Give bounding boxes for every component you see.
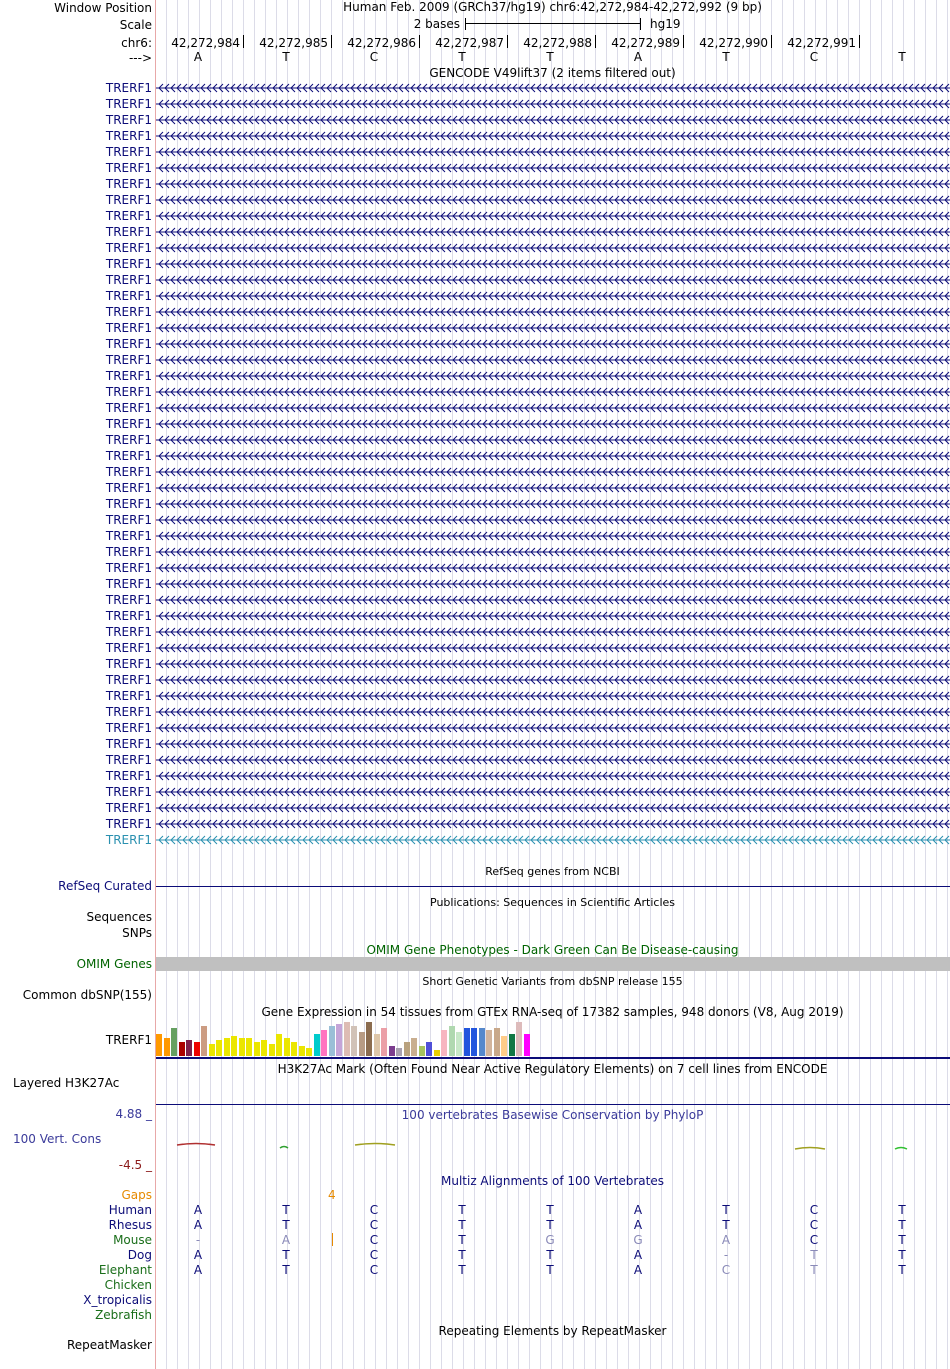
alignment-base: C [369, 1248, 379, 1262]
scale-bar [413, 17, 681, 31]
gencode-gene-label[interactable]: TRERF1 [105, 289, 152, 303]
gencode-transcript[interactable] [155, 210, 950, 222]
gencode-gene-label[interactable]: TRERF1 [105, 257, 152, 271]
species-label-rhesus[interactable]: Rhesus [108, 1218, 152, 1232]
alignment-base: - [195, 1233, 201, 1247]
dna-base: A [193, 50, 203, 64]
gtex-tissue-bar[interactable] [276, 1034, 282, 1056]
gtex-tissue-bar[interactable] [449, 1026, 455, 1056]
gencode-gene-label[interactable]: TRERF1 [105, 353, 152, 367]
refseq-track-title: RefSeq genes from NCBI [485, 865, 620, 878]
gencode-gene-label[interactable]: TRERF1 [105, 529, 152, 543]
gencode-transcript[interactable] [155, 738, 950, 750]
gencode-gene-label[interactable]: TRERF1 [105, 561, 152, 575]
strand-label: ---> [128, 51, 152, 65]
ruler-coordinate: 42,272,987 [435, 36, 504, 50]
gencode-gene-label[interactable]: TRERF1 [105, 385, 152, 399]
alignment-base: C [809, 1218, 819, 1232]
publications-track-title: Publications: Sequences in Scientific Articles [430, 896, 675, 909]
gencode-transcript[interactable] [155, 130, 950, 142]
gencode-gene-label[interactable]: TRERF1 [105, 577, 152, 591]
ruler-tick [771, 35, 772, 48]
gencode-transcript[interactable] [155, 642, 950, 654]
track-labels [0, 0, 155, 1369]
alignment-base: A [633, 1218, 643, 1232]
gencode-transcript[interactable] [155, 82, 950, 94]
alignment-base: T [282, 1248, 290, 1262]
ruler-tick [683, 35, 684, 48]
gtex-tissue-bar[interactable] [494, 1028, 500, 1056]
gencode-transcript[interactable] [155, 802, 950, 814]
gencode-gene-label[interactable]: TRERF1 [105, 593, 152, 607]
gtex-tissue-bar[interactable] [261, 1040, 267, 1056]
species-label-mouse[interactable]: Mouse [113, 1233, 152, 1247]
h3k27ac-label[interactable]: Layered H3K27Ac [13, 1076, 120, 1090]
gencode-gene-label[interactable]: TRERF1 [105, 689, 152, 703]
chrom-label: chr6: [121, 36, 152, 50]
alignment-base: T [282, 1203, 290, 1217]
gencode-gene-label[interactable]: TRERF1 [105, 737, 152, 751]
gencode-transcript[interactable] [155, 626, 950, 638]
gencode-transcript[interactable] [155, 274, 950, 286]
species-label-zebrafish[interactable]: Zebrafish [95, 1308, 152, 1322]
dbsnp-label[interactable]: Common dbSNP(155) [22, 988, 152, 1002]
alignment-base: T [546, 1203, 554, 1217]
gtex-tissue-bar[interactable] [471, 1028, 477, 1056]
dna-base: T [722, 50, 730, 64]
omim-label[interactable]: OMIM Genes [76, 957, 152, 971]
gencode-transcript[interactable] [155, 754, 950, 766]
gencode-transcript[interactable] [155, 674, 950, 686]
alignment-base: C [809, 1203, 819, 1217]
alignment-base: C [721, 1263, 731, 1277]
alignment-base: T [810, 1263, 818, 1277]
ruler-coordinate: 42,272,991 [787, 36, 856, 50]
gencode-transcript[interactable] [155, 594, 950, 606]
gtex-tissue-bar[interactable] [464, 1028, 470, 1056]
gtex-expression-bars[interactable] [155, 1020, 950, 1056]
phylop-min: -4.5 _ [118, 1158, 152, 1172]
alignment-base: G [545, 1233, 555, 1247]
ruler-coordinate: 42,272,985 [259, 36, 328, 50]
gencode-gene-label[interactable]: TRERF1 [105, 337, 152, 351]
ruler-tick [419, 35, 420, 48]
gtex-tissue-bar[interactable] [419, 1046, 425, 1056]
phylop-score-trace [280, 1147, 288, 1149]
gtex-tissue-bar[interactable] [179, 1042, 185, 1056]
alignment-base: A [193, 1203, 203, 1217]
ruler-tick [243, 35, 244, 48]
gtex-tissue-bar[interactable] [434, 1050, 440, 1056]
gtex-track-title: Gene Expression in 54 tissues from GTEx RNA-seq of 17382 samples, 948 donors (V8, Aug 2019) [261, 1005, 844, 1019]
publications-sequences-label[interactable]: Sequences [86, 910, 152, 924]
alignment-base: T [458, 1263, 466, 1277]
gencode-gene-label[interactable]: TRERF1 [105, 193, 152, 207]
gencode-transcript[interactable] [155, 162, 950, 174]
alignment-base: T [546, 1218, 554, 1232]
genome-browser-canvas[interactable] [155, 0, 950, 1369]
gencode-transcript[interactable] [155, 786, 950, 798]
alignment-base: A [633, 1248, 643, 1262]
gencode-transcript[interactable] [155, 514, 950, 526]
alignment-base: T [546, 1248, 554, 1262]
alignment-base: C [369, 1218, 379, 1232]
assembly-title: Human Feb. 2009 (GRCh37/hg19) chr6:42,272,984-42,272,992 (9 bp) [343, 0, 762, 14]
alignment-base: T [898, 1233, 906, 1247]
dna-base: T [282, 50, 290, 64]
gencode-transcript[interactable] [155, 402, 950, 414]
gencode-gene-label[interactable]: TRERF1 [105, 481, 152, 495]
dna-base: A [633, 50, 643, 64]
gencode-gene-label[interactable]: TRERF1 [105, 609, 152, 623]
gencode-transcript[interactable] [155, 482, 950, 494]
gencode-transcript[interactable] [155, 658, 950, 670]
gtex-tissue-bar[interactable] [231, 1036, 237, 1056]
gencode-gene-label[interactable]: TRERF1 [105, 545, 152, 559]
gtex-tissue-bar[interactable] [486, 1030, 492, 1056]
gencode-transcript[interactable] [155, 418, 950, 430]
gencode-transcript[interactable] [155, 290, 950, 302]
gencode-gene-label[interactable]: TRERF1 [105, 769, 152, 783]
gencode-gene-label[interactable]: TRERF1 [105, 401, 152, 415]
alignment-base: T [458, 1248, 466, 1262]
alignment-base: T [458, 1233, 466, 1247]
alignment-base: T [458, 1203, 466, 1217]
species-label-chicken[interactable]: Chicken [104, 1278, 152, 1292]
species-label-x_tropicalis[interactable]: X_tropicalis [83, 1293, 152, 1307]
alignment-base: C [369, 1263, 379, 1277]
gtex-tissue-bar[interactable] [209, 1044, 215, 1056]
gencode-transcript[interactable] [155, 690, 950, 702]
gencode-transcript[interactable] [155, 578, 950, 590]
phylop-score-trace [895, 1148, 907, 1150]
gtex-tissue-bar[interactable] [321, 1030, 327, 1056]
alignment-base: C [809, 1233, 819, 1247]
gencode-transcript[interactable] [155, 242, 950, 254]
phylop-max: 4.88 _ [115, 1107, 152, 1121]
h3k27ac-track-title: H3K27Ac Mark (Often Found Near Active Regulatory Elements) on 7 cell lines from ENCODE [277, 1062, 828, 1076]
dna-base: C [809, 50, 819, 64]
gencode-gene-label[interactable]: TRERF1 [105, 433, 152, 447]
dna-base: T [898, 50, 906, 64]
phylop-score-trace [355, 1144, 395, 1146]
alignment-base: T [458, 1218, 466, 1232]
gencode-transcript[interactable] [155, 98, 950, 110]
gencode-transcript[interactable] [155, 450, 950, 462]
alignment-base: G [633, 1233, 643, 1247]
gencode-transcript[interactable] [155, 322, 950, 334]
gencode-gene-label[interactable]: TRERF1 [105, 497, 152, 511]
phylop-label[interactable]: 100 Vert. Cons [13, 1132, 102, 1146]
gencode-gene-label[interactable]: TRERF1 [105, 753, 152, 767]
alignment-base: - [723, 1248, 729, 1262]
gtex-tissue-bar[interactable] [336, 1024, 342, 1056]
gtex-tissue-bar[interactable] [456, 1032, 462, 1056]
gencode-gene-label[interactable]: TRERF1 [105, 705, 152, 719]
gtex-tissue-bar[interactable] [366, 1022, 372, 1056]
gaps-label: Gaps [121, 1188, 152, 1202]
gtex-tissue-bar[interactable] [314, 1034, 320, 1056]
alignment-base: A [721, 1233, 731, 1247]
ruler-coordinate: 42,272,988 [523, 36, 592, 50]
dbsnp-track-title: Short Genetic Variants from dbSNP release 155 [422, 975, 683, 988]
gtex-tissue-bar[interactable] [239, 1038, 245, 1056]
gencode-transcript[interactable] [155, 386, 950, 398]
gtex-tissue-bar[interactable] [186, 1040, 192, 1056]
alignment-base: A [281, 1233, 291, 1247]
gencode-gene-label[interactable]: TRERF1 [105, 449, 152, 463]
gtex-tissue-bar[interactable] [404, 1042, 410, 1056]
scale-label: Scale [119, 18, 152, 32]
ruler-coordinate: 42,272,984 [171, 36, 240, 50]
alignment-base: A [633, 1203, 643, 1217]
gtex-tissue-bar[interactable] [156, 1034, 162, 1056]
gencode-transcript[interactable] [155, 466, 950, 478]
omim-track-title: OMIM Gene Phenotypes - Dark Green Can Be Disease-causing [366, 943, 739, 957]
ruler-coordinate: 42,272,989 [611, 36, 680, 50]
dna-base: T [546, 50, 554, 64]
gtex-tissue-bar[interactable] [284, 1038, 290, 1056]
phylop-track-title: 100 vertebrates Basewise Conservation by PhyloP [401, 1108, 704, 1122]
scale-text: 2 bases [413, 17, 460, 31]
publications-snps-label[interactable]: SNPs [122, 926, 152, 940]
gencode-gene-label[interactable]: TRERF1 [105, 641, 152, 655]
alignment-base: A [633, 1263, 643, 1277]
gtex-tissue-bar[interactable] [216, 1040, 222, 1056]
omim-phenotype-bar[interactable] [155, 957, 950, 971]
gencode-gene-label[interactable]: TRERF1 [105, 97, 152, 111]
phylop-score-trace [177, 1144, 215, 1146]
alignment-base: T [898, 1218, 906, 1232]
gencode-gene-label[interactable]: TRERF1 [105, 113, 152, 127]
gencode-transcript[interactable] [155, 178, 950, 190]
alignment-base: C [369, 1233, 379, 1247]
gencode-gene-label[interactable]: TRERF1 [105, 209, 152, 223]
gtex-tissue-bar[interactable] [344, 1022, 350, 1056]
gencode-gene-label[interactable]: TRERF1 [105, 177, 152, 191]
gencode-gene-label[interactable]: TRERF1 [105, 657, 152, 671]
ruler-coordinate: 42,272,990 [699, 36, 768, 50]
species-label-human[interactable]: Human [108, 1203, 152, 1217]
gencode-gene-label[interactable]: TRERF1 [105, 817, 152, 831]
refseq-gene-line[interactable] [155, 886, 950, 887]
gtex-tissue-bar[interactable] [441, 1030, 447, 1056]
gencode-gene-label[interactable]: TRERF1 [105, 785, 152, 799]
gtex-tissue-bar[interactable] [269, 1044, 275, 1056]
h3k27ac-baseline [155, 1104, 950, 1105]
gtex-tissue-bar[interactable] [201, 1026, 207, 1056]
gencode-gene-label[interactable]: TRERF1 [105, 369, 152, 383]
gencode-gene-label[interactable]: TRERF1 [105, 305, 152, 319]
gtex-tissue-bar[interactable] [171, 1028, 177, 1056]
gencode-transcript[interactable] [155, 146, 950, 158]
gtex-tissue-bar[interactable] [516, 1022, 522, 1056]
ruler-tick [331, 35, 332, 48]
gtex-tissue-bar[interactable] [501, 1036, 507, 1056]
gencode-gene-label[interactable]: TRERF1 [105, 145, 152, 159]
repeatmasker-label[interactable]: RepeatMasker [66, 1338, 152, 1352]
gencode-transcript[interactable] [155, 722, 950, 734]
gencode-transcript[interactable] [155, 562, 950, 574]
dna-base: T [458, 50, 466, 64]
ruler-coordinate: 42,272,986 [347, 36, 416, 50]
gencode-transcript[interactable] [155, 306, 950, 318]
species-label-elephant[interactable]: Elephant [98, 1263, 152, 1277]
dna-base: C [369, 50, 379, 64]
gencode-transcript[interactable] [155, 114, 950, 126]
gencode-transcript[interactable] [155, 354, 950, 366]
gencode-transcript[interactable] [155, 434, 950, 446]
gencode-gene-label[interactable]: TRERF1 [105, 417, 152, 431]
alignment-base: A [193, 1218, 203, 1232]
gencode-gene-label[interactable]: TRERF1 [105, 833, 152, 847]
gencode-gene-label[interactable]: TRERF1 [105, 465, 152, 479]
gencode-gene-label[interactable]: TRERF1 [105, 225, 152, 239]
alignment-base: T [282, 1218, 290, 1232]
gencode-transcript[interactable] [155, 818, 950, 830]
gtex-tissue-bar[interactable] [411, 1038, 417, 1056]
alignment-base: T [722, 1203, 730, 1217]
gencode-gene-label[interactable]: TRERF1 [105, 513, 152, 527]
gtex-tissue-bar[interactable] [291, 1042, 297, 1056]
gencode-gene-label[interactable]: TRERF1 [105, 241, 152, 255]
alignment-base: T [546, 1263, 554, 1277]
gencode-transcript[interactable] [155, 834, 950, 846]
gtex-tissue-bar[interactable] [329, 1026, 335, 1056]
gtex-tissue-bar[interactable] [254, 1042, 260, 1056]
gencode-transcript[interactable] [155, 610, 950, 622]
gencode-gene-label[interactable]: TRERF1 [105, 129, 152, 143]
species-label-dog[interactable]: Dog [127, 1248, 152, 1262]
gencode-transcript[interactable] [155, 530, 950, 542]
gencode-gene-label[interactable]: TRERF1 [105, 673, 152, 687]
gencode-transcript[interactable] [155, 258, 950, 270]
gtex-tissue-bar[interactable] [246, 1038, 252, 1056]
gtex-baseline [155, 1057, 950, 1059]
alignment-base: T [282, 1263, 290, 1277]
gencode-gene-label[interactable]: TRERF1 [105, 801, 152, 815]
gtex-tissue-bar[interactable] [374, 1034, 380, 1056]
scale-assembly: hg19 [650, 17, 681, 31]
gencode-transcript[interactable] [155, 498, 950, 510]
gencode-track-title: GENCODE V49lift37 (2 items filtered out) [429, 66, 676, 80]
window-position-label: Window Position [54, 1, 152, 15]
gtex-tissue-bar[interactable] [224, 1038, 230, 1056]
phylop-conservation-plot[interactable] [155, 1125, 950, 1175]
alignment-base: T [898, 1263, 906, 1277]
gtex-tissue-bar[interactable] [389, 1046, 395, 1056]
phylop-score-trace [795, 1148, 825, 1150]
gtex-tissue-bar[interactable] [359, 1032, 365, 1056]
label-canvas-divider [155, 0, 156, 1369]
alignment-base: T [722, 1218, 730, 1232]
refseq-label[interactable]: RefSeq Curated [58, 879, 152, 893]
multiz-track-title: Multiz Alignments of 100 Vertebrates [440, 1174, 665, 1188]
gencode-transcript[interactable] [155, 194, 950, 206]
gtex-tissue-bar[interactable] [351, 1026, 357, 1056]
alignment-base: T [898, 1248, 906, 1262]
repeatmasker-track-title: Repeating Elements by RepeatMasker [438, 1324, 667, 1338]
alignment-base: C [369, 1203, 379, 1217]
gencode-transcript[interactable] [155, 226, 950, 238]
gencode-gene-label[interactable]: TRERF1 [105, 321, 152, 335]
gencode-gene-label[interactable]: TRERF1 [105, 721, 152, 735]
gtex-tissue-bar[interactable] [479, 1028, 485, 1056]
gtex-tissue-bar[interactable] [509, 1034, 515, 1056]
ruler-tick [859, 35, 860, 48]
gtex-tissue-bar[interactable] [381, 1028, 387, 1056]
gtex-tissue-bar[interactable] [524, 1034, 530, 1056]
gtex-tissue-bar[interactable] [194, 1042, 200, 1056]
gencode-gene-label[interactable]: TRERF1 [105, 161, 152, 175]
ruler-tick [507, 35, 508, 48]
gap-count: 4 [328, 1188, 336, 1202]
gtex-label[interactable]: TRERF1 [105, 1033, 152, 1047]
ruler-tick [595, 35, 596, 48]
alignment-base: T [810, 1248, 818, 1262]
gencode-transcript[interactable] [155, 770, 950, 782]
alignment-base: A [193, 1248, 203, 1262]
gencode-transcript[interactable] [155, 370, 950, 382]
gencode-gene-label[interactable]: TRERF1 [105, 81, 152, 95]
gencode-gene-label[interactable]: TRERF1 [105, 625, 152, 639]
gencode-transcript[interactable] [155, 338, 950, 350]
gencode-transcript[interactable] [155, 706, 950, 718]
alignment-base: A [193, 1263, 203, 1277]
gtex-tissue-bar[interactable] [426, 1042, 432, 1056]
gtex-tissue-bar[interactable] [164, 1038, 170, 1056]
gtex-tissue-bar[interactable] [396, 1048, 402, 1056]
gtex-tissue-bar[interactable] [299, 1046, 305, 1056]
alignment-base: T [898, 1203, 906, 1217]
gencode-transcript[interactable] [155, 546, 950, 558]
gencode-gene-label[interactable]: TRERF1 [105, 273, 152, 287]
gtex-tissue-bar[interactable] [306, 1048, 312, 1056]
